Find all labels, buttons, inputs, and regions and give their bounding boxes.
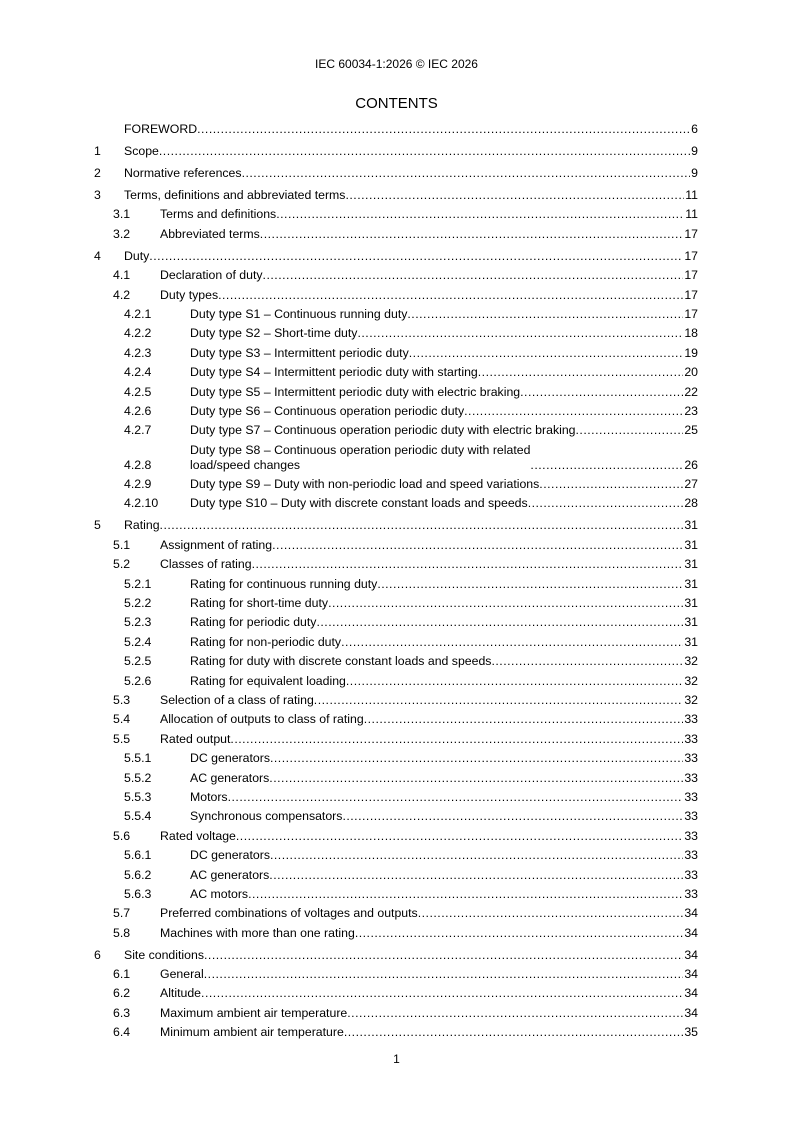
toc-entry-number: 5.7 (113, 906, 131, 921)
toc-entry-number: 4.2 (113, 287, 131, 302)
toc-entry[interactable] (94, 538, 698, 552)
toc-entry-page: 33 (684, 712, 698, 727)
toc-entry-page: 33 (684, 731, 698, 746)
toc-entry-number: 3.1 (113, 207, 131, 222)
dot-leader (160, 518, 684, 532)
toc-entry-number: 5.2.1 (124, 576, 152, 591)
dot-leader (530, 458, 683, 472)
toc-entry-title: DC generators (190, 848, 270, 863)
toc-entry-page: 33 (684, 886, 698, 901)
toc-entry[interactable] (94, 577, 698, 591)
toc-entry-title-line2: load/speed changes (190, 457, 301, 472)
toc-entry[interactable] (94, 596, 698, 610)
toc-entry-page: 27 (684, 477, 698, 492)
dot-leader (201, 986, 683, 1000)
toc-entry-page: 9 (691, 144, 698, 158)
dot-leader (342, 809, 683, 823)
toc-entry-number: 4.2.9 (124, 477, 152, 492)
toc-entry-title: Terms, definitions and abbreviated terms (124, 188, 346, 202)
toc-entry-page: 31 (684, 576, 698, 591)
dot-leader (314, 693, 684, 707)
toc-entry[interactable] (94, 423, 698, 437)
toc-entry-page: 31 (684, 596, 698, 611)
dot-leader (242, 166, 691, 180)
toc-entry-page: 33 (684, 828, 698, 843)
toc-entry[interactable] (94, 732, 698, 746)
dot-leader (407, 307, 683, 321)
toc-entry[interactable] (94, 557, 698, 571)
dot-leader (218, 288, 683, 302)
toc-entry-page: 28 (684, 496, 698, 511)
toc-entry-number: 5.2 (113, 557, 131, 572)
toc-entry-number: 5.6.2 (124, 867, 152, 882)
toc-entry-title: Declaration of duty (160, 268, 263, 283)
toc-entry-page: 31 (684, 518, 698, 533)
toc-entry-title: Normative references (124, 166, 242, 180)
toc-entry-title: Rating for periodic duty (190, 615, 317, 630)
toc-entry[interactable] (94, 207, 698, 221)
dot-leader (409, 346, 684, 360)
toc-entry-number: 4.2.3 (124, 345, 152, 360)
toc-entry-page: 33 (684, 770, 698, 785)
toc-entry-page: 35 (684, 1025, 698, 1040)
page-number: 1 (393, 1052, 400, 1066)
toc-entry-page: 18 (684, 326, 698, 341)
toc-entry[interactable] (94, 986, 698, 1000)
dot-leader (576, 423, 684, 437)
running-header: IEC 60034-1:2026 © IEC 2026 (315, 57, 478, 71)
toc-entry-page: 19 (684, 345, 698, 360)
toc-entry-title: Motors (190, 789, 228, 804)
dot-leader (341, 635, 683, 649)
toc-entry-title: Duty type S4 – Intermittent periodic duty with starting (190, 365, 478, 380)
toc-entry-number: 5.6.1 (124, 848, 152, 863)
toc-entry-number: 5 (94, 518, 101, 533)
toc-entry-number: 4.2.1 (124, 306, 152, 321)
dot-leader (347, 1006, 683, 1020)
toc-entry-number: 5.2.2 (124, 596, 152, 611)
dot-leader (248, 887, 683, 901)
toc-entry-title: Synchronous compensators (190, 809, 343, 824)
toc-entry-title: FOREWORD (124, 122, 198, 136)
toc-entry-page: 23 (684, 403, 698, 418)
toc-entry-page: 17 (684, 226, 698, 241)
toc-entry-title: Maximum ambient air temperature (160, 1005, 348, 1020)
toc-entry[interactable] (94, 365, 698, 379)
toc-entry-title: Rating for continuous running duty (190, 576, 378, 591)
dot-leader (355, 926, 684, 940)
toc-entry-title (190, 443, 530, 472)
dot-leader (270, 751, 683, 765)
toc-entry-number: 4.2.6 (124, 403, 152, 418)
toc-entry-number: 4.2.7 (124, 423, 152, 438)
toc-entry-number: 5.6 (113, 828, 131, 843)
toc-entry[interactable] (94, 443, 698, 472)
dot-leader (491, 654, 683, 668)
toc-entry-number: 5.2.4 (124, 634, 152, 649)
toc-entry-page: 32 (684, 673, 698, 688)
dot-leader (149, 249, 683, 263)
toc-entry-number: 4.1 (113, 268, 131, 283)
table-of-contents (94, 122, 698, 1039)
dot-leader (344, 1025, 683, 1039)
toc-entry-title: Rating (124, 518, 160, 533)
toc-entry-page: 34 (684, 986, 698, 1001)
dot-leader (528, 496, 684, 510)
toc-entry-number: 5.1 (113, 537, 131, 552)
toc-entry-page: 31 (684, 615, 698, 630)
dot-leader (377, 577, 683, 591)
toc-entry-title: Duty type S5 – Intermittent periodic duty with electric braking (190, 384, 521, 399)
toc-entry-title: AC motors (190, 886, 249, 901)
toc-entry-page: 34 (684, 925, 698, 940)
toc-entry-number: 3 (94, 188, 101, 202)
toc-entry[interactable] (94, 496, 698, 510)
toc-entry-number: 6 (94, 947, 101, 962)
toc-entry-title: Allocation of outputs to class of rating (160, 712, 364, 727)
toc-entry-page: 17 (684, 306, 698, 321)
toc-entry-page: 31 (684, 557, 698, 572)
toc-entry-page: 34 (684, 1005, 698, 1020)
toc-entry[interactable] (94, 227, 698, 241)
toc-entry[interactable] (94, 404, 698, 418)
toc-entry[interactable] (94, 326, 698, 340)
toc-entry-number: 5.3 (113, 692, 131, 707)
dot-leader (346, 674, 683, 688)
toc-entry-page: 34 (684, 967, 698, 982)
toc-entry[interactable] (94, 1006, 698, 1020)
toc-entry-title: Duty type S1 – Continuous running duty (190, 306, 408, 321)
toc-entry-title: AC generators (190, 770, 270, 785)
toc-entry-title: Rated voltage (160, 828, 236, 843)
toc-entry[interactable] (94, 926, 698, 940)
toc-entry-page: 33 (684, 867, 698, 882)
toc-entry-page: 34 (684, 947, 698, 962)
dot-leader (269, 868, 683, 882)
toc-entry-title: Duty type S6 – Continuous operation periodic duty (190, 403, 465, 418)
dot-leader (230, 732, 683, 746)
toc-entry-number: 4.2.8 (124, 457, 152, 472)
toc-entry-number: 5.2.3 (124, 615, 152, 630)
toc-entry-number: 5.5.1 (124, 751, 152, 766)
toc-entry-title: Duty type S9 – Duty with non-periodic load and speed variations (190, 477, 540, 492)
toc-entry[interactable] (94, 829, 698, 843)
toc-entry-number: 5.8 (113, 925, 131, 940)
toc-entry-page: 9 (691, 166, 698, 180)
dot-leader (272, 538, 683, 552)
dot-leader (228, 790, 684, 804)
toc-entry-page: 6 (691, 122, 698, 136)
toc-entry[interactable] (94, 288, 698, 302)
toc-entry-title: Site conditions (124, 947, 204, 962)
dot-leader (520, 385, 683, 399)
toc-entry[interactable] (94, 188, 698, 202)
toc-entry-title: Duty (124, 248, 150, 263)
toc-entry[interactable] (94, 166, 698, 180)
dot-leader (316, 615, 683, 629)
toc-entry[interactable] (94, 790, 698, 804)
toc-entry-number: 1 (94, 144, 101, 158)
toc-entry-title: Classes of rating (160, 557, 252, 572)
toc-entry-number: 5.5 (113, 731, 131, 746)
toc-entry-title: General (160, 967, 204, 982)
toc-entry-number: 4 (94, 248, 101, 263)
toc-entry[interactable] (94, 144, 698, 158)
toc-entry[interactable] (94, 268, 698, 282)
toc-entry-page: 33 (684, 789, 698, 804)
toc-entry-number: 5.5.2 (124, 770, 152, 785)
toc-entry-number: 4.2.5 (124, 384, 152, 399)
toc-entry-page: 17 (684, 248, 698, 263)
toc-entry-page: 25 (684, 423, 698, 438)
dot-leader (204, 967, 684, 981)
toc-entry[interactable] (94, 887, 698, 901)
toc-entry-title: Machines with more than one rating (160, 925, 355, 940)
toc-entry-title: Duty type S10 – Duty with discrete constant loads and speeds (190, 496, 528, 511)
toc-entry-page: 11 (685, 188, 698, 202)
toc-entry[interactable] (94, 385, 698, 399)
dot-leader (263, 268, 684, 282)
toc-entry[interactable] (94, 771, 698, 785)
toc-entry-title: DC generators (190, 751, 270, 766)
toc-entry-number: 4.2.4 (124, 365, 152, 380)
toc-entry-number: 4.2.10 (124, 496, 159, 511)
toc-entry-title: Assignment of rating (160, 537, 273, 552)
toc-entry-title: Rating for equivalent loading (190, 673, 346, 688)
dot-leader (364, 712, 684, 726)
toc-entry-title: Duty types (160, 287, 219, 302)
toc-entry-page: 31 (684, 634, 698, 649)
dot-leader (270, 848, 683, 862)
toc-entry-title: Scope (124, 144, 159, 158)
dot-leader (276, 207, 684, 221)
toc-entry[interactable] (94, 967, 698, 981)
toc-entry-page: 11 (685, 207, 698, 222)
toc-entry-page: 33 (684, 751, 698, 766)
toc-entry[interactable] (94, 518, 698, 532)
dot-leader (197, 122, 690, 136)
toc-entry-title: AC generators (190, 867, 270, 882)
toc-entry[interactable] (94, 693, 698, 707)
toc-entry-title: Duty type S3 – Intermittent periodic duty (190, 345, 409, 360)
toc-entry-number: 6.2 (113, 986, 131, 1001)
toc-entry-page: 32 (684, 654, 698, 669)
toc-entry-page: 17 (684, 287, 698, 302)
toc-entry[interactable] (94, 635, 698, 649)
toc-entry-title: Rating for short-time duty (190, 596, 329, 611)
toc-entry-page: 31 (684, 537, 698, 552)
toc-entry-number: 4.2.2 (124, 326, 152, 341)
toc-entry[interactable] (94, 122, 698, 136)
toc-entry-title: Altitude (160, 986, 202, 1001)
toc-entry-number: 6.4 (113, 1025, 131, 1040)
toc-entry-title: Rating for duty with discrete constant loads and speeds (190, 654, 492, 669)
toc-entry[interactable] (94, 654, 698, 668)
toc-entry-title: Duty type S2 – Short-time duty (190, 326, 358, 341)
toc-entry-number: 6.3 (113, 1005, 131, 1020)
toc-entry-number: 2 (94, 166, 101, 180)
toc-entry-title: Preferred combinations of voltages and outputs (160, 906, 418, 921)
dot-leader (328, 596, 683, 610)
toc-entry-number: 3.2 (113, 226, 131, 241)
toc-entry-number: 5.5.3 (124, 789, 152, 804)
toc-entry-title: Rated output (160, 731, 231, 746)
toc-entry-number: 5.4 (113, 712, 131, 727)
toc-entry-number: 5.5.4 (124, 809, 152, 824)
toc-entry-title-line1: Duty type S8 – Continuous operation periodic duty with related (190, 442, 531, 457)
toc-entry-title: Rating for non-periodic duty (190, 634, 342, 649)
toc-entry-title: Selection of a class of rating (160, 692, 314, 707)
dot-leader (418, 906, 684, 920)
toc-entry-page: 26 (684, 457, 698, 472)
toc-entry-number: 6.1 (113, 967, 131, 982)
toc-entry[interactable] (94, 868, 698, 882)
toc-entry-title: Minimum ambient air temperature (160, 1025, 344, 1040)
toc-entry-page: 20 (684, 365, 698, 380)
dot-leader (539, 477, 683, 491)
toc-entry-page: 22 (684, 384, 698, 399)
dot-leader (357, 326, 683, 340)
dot-leader (269, 771, 683, 785)
toc-entry[interactable] (94, 615, 698, 629)
toc-entry[interactable] (94, 674, 698, 688)
dot-leader (464, 404, 683, 418)
dot-leader (478, 365, 684, 379)
toc-entry[interactable] (94, 848, 698, 862)
toc-entry[interactable] (94, 346, 698, 360)
dot-leader (260, 227, 684, 241)
dot-leader (236, 829, 683, 843)
toc-entry-page: 33 (684, 848, 698, 863)
page-title: CONTENTS (355, 95, 438, 112)
toc-entry-page: 32 (684, 692, 698, 707)
dot-leader (159, 144, 690, 158)
toc-entry-number: 5.2.5 (124, 654, 152, 669)
toc-entry[interactable] (94, 948, 698, 962)
dot-leader (345, 188, 684, 202)
toc-entry[interactable] (94, 307, 698, 321)
toc-entry-title: Abbreviated terms (160, 226, 260, 241)
toc-entry-number: 5.2.6 (124, 673, 152, 688)
dot-leader (204, 948, 683, 962)
toc-entry[interactable] (94, 906, 698, 920)
toc-entry-title: Duty type S7 – Continuous operation periodic duty with electric braking (190, 423, 576, 438)
toc-entry[interactable] (94, 1025, 698, 1039)
toc-entry[interactable] (94, 712, 698, 726)
toc-entry[interactable] (94, 751, 698, 765)
toc-entry[interactable] (94, 809, 698, 823)
toc-entry-page: 17 (684, 268, 698, 283)
toc-entry[interactable] (94, 249, 698, 263)
toc-entry-page: 33 (684, 809, 698, 824)
toc-entry-page: 34 (684, 906, 698, 921)
dot-leader (252, 557, 684, 571)
toc-entry[interactable] (94, 477, 698, 491)
toc-entry-title: Terms and definitions (160, 207, 277, 222)
toc-entry-number: 5.6.3 (124, 886, 152, 901)
